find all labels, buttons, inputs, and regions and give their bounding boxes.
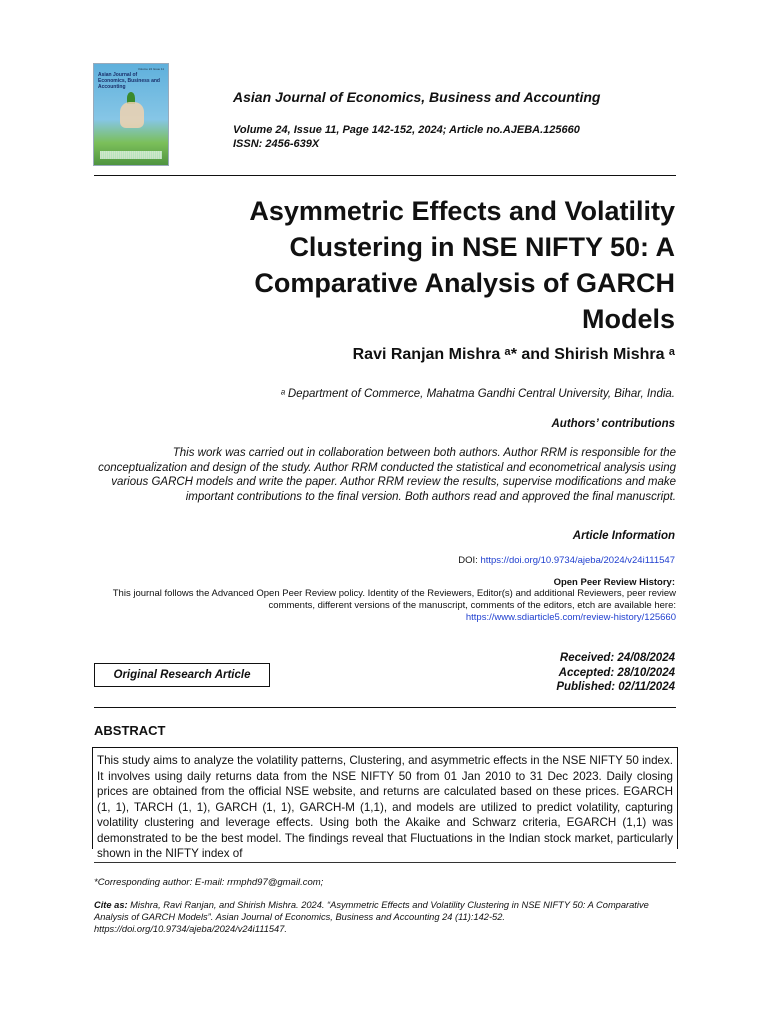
issn-line: ISSN: 2456-639X — [233, 138, 320, 150]
journal-meta — [233, 123, 580, 151]
header-divider — [94, 175, 676, 176]
article-title: Asymmetric Effects and Volatility Clustering in NSE NIFTY 50: A Comparative Analysis of GARCH Models — [249, 196, 675, 334]
cover-barcode — [100, 151, 162, 159]
cover-title: Asian Journal of Economics, Business and Accounting — [98, 72, 160, 90]
cover-volume-tag: Volume 24 Issue 11 — [137, 67, 164, 71]
cite-text: Mishra, Ravi Ranjan, and Shirish Mishra. 2024. “Asymmetric Effects and Volatility Clustering in NSE NIFTY 50: A Comparative Analysis of GARCH Models”. Asian Journal of Economics, Business and Accounting 24 (11):142-52. https://doi.org/10.9734/ajeba/2024/v24i111547. — [94, 900, 649, 934]
doi-line — [458, 555, 675, 566]
affiliation: ᵃ Department of Commerce, Mahatma Gandhi Central University, Bihar, India. — [280, 388, 675, 400]
doi-label: DOI: — [458, 555, 481, 566]
abstract-text: This study aims to analyze the volatility patterns, Clustering, and asymmetric effects in the NSE NIFTY 50 index. It involves using daily returns data from the NSE NIFTY 50 from 01 Jan 2010 to 31 Dec 2023. Daily closing prices are obtained from the official NSE website, and returns are calculated based on these prices. EGARCH (1, 1), TARCH (1, 1), GARCH (1, 1), GARCH-M (1,1), and models are utilized to predict volatility, capturing volatility clustering and leverage effects. Using both the Akaike and Schwarz criteria, EGARCH (1,1) was demonstrated to be the best model. The findings reveal that Fluctuations in the Indian stock market, particularly shown in the NIFTY index of — [97, 754, 673, 860]
footnote-divider — [94, 862, 676, 863]
abstract-heading: ABSTRACT — [94, 723, 166, 738]
journal-cover-image — [94, 64, 168, 165]
author-list: Ravi Ranjan Mishra ᵃ* and Shirish Mishra ᵃ — [352, 346, 675, 363]
peer-review-description: This journal follows the Advanced Open Peer Review policy. Identity of the Reviewers, Editor(s) and additional Reviewers, peer review comments, different versions of the manuscript, comments of the editors, etch are available here: — [112, 588, 676, 611]
cover-hand-graphic — [120, 102, 144, 128]
article-info-heading: Article Information — [572, 530, 675, 542]
peer-review-heading: Open Peer Review History: — [553, 577, 675, 588]
doi-link[interactable]: https://doi.org/10.9734/ajeba/2024/v24i111547 — [480, 555, 675, 566]
citation — [94, 899, 674, 935]
article-dates — [556, 651, 675, 695]
corresponding-author: *Corresponding author: E-mail: rrmphd97@gmail.com; — [94, 877, 324, 888]
article-type-badge: Original Research Article — [94, 663, 270, 687]
peer-review-text — [94, 588, 676, 624]
cite-label: Cite as: — [94, 900, 128, 910]
accepted-date: Accepted: 28/10/2024 — [558, 666, 675, 679]
contributions-text: This work was carried out in collaboration between both authors. Author RRM is responsible for the conceptualization and design of the study. Author RRM conducted the statistical and econometrical analysis using various GARCH models and write the paper. Author RRM review the results, supervise modifications and make important contributions to the final version. Both authors read and approved the final manuscript. — [98, 447, 676, 503]
volume-line: Volume 24, Issue 11, Page 142-152, 2024; Article no.AJEBA.125660 — [233, 124, 580, 136]
contributions-heading: Authors’ contributions — [551, 418, 675, 430]
journal-name: Asian Journal of Economics, Business and Accounting — [233, 89, 601, 105]
published-date: Published: 02/11/2024 — [556, 681, 675, 693]
peer-review-link[interactable]: https://www.sdiarticle5.com/review-history/125660 — [465, 612, 676, 623]
abstract-box — [92, 747, 678, 860]
abstract-divider — [94, 707, 676, 708]
received-date: Received: 24/08/2024 — [559, 652, 675, 664]
